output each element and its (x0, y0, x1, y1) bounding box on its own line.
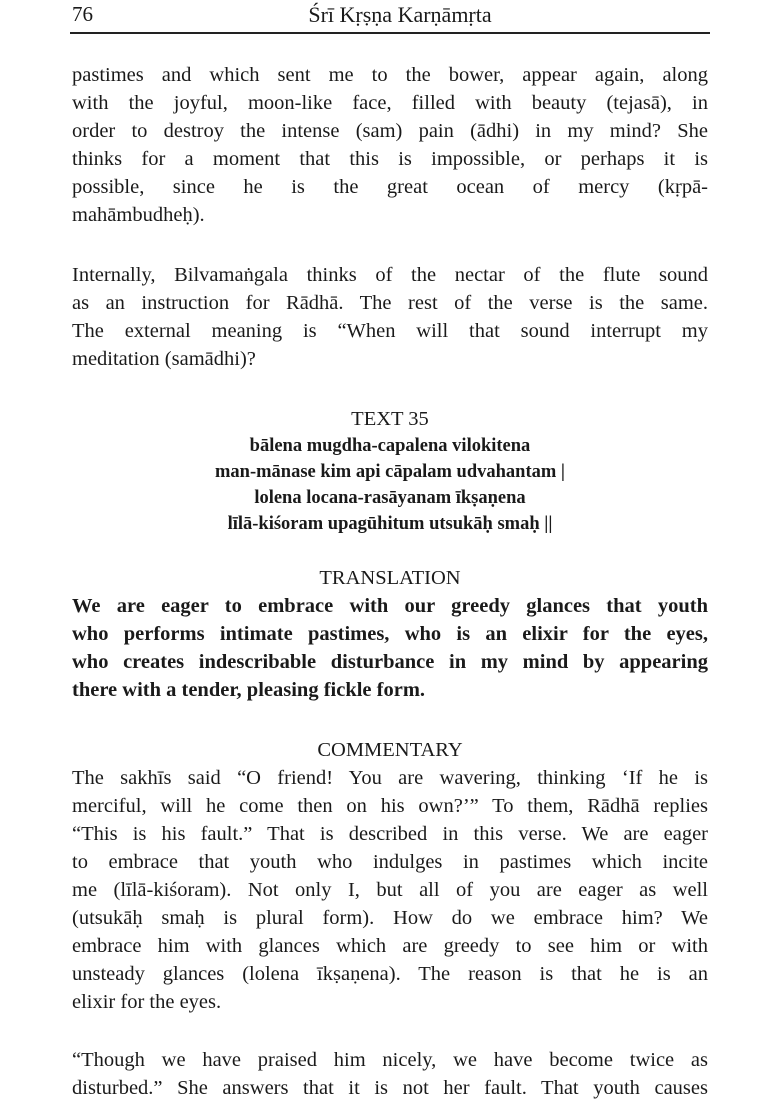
page-number: 76 (72, 2, 93, 26)
text-line: man-mānase kim api cāpalam udvahantam | (215, 462, 565, 482)
verse-section (72, 405, 708, 537)
text-line: to embrace that youth who indulges in pastimes which incite (72, 851, 708, 873)
text-heading: TEXT 35 (351, 408, 429, 430)
paragraph-2 (72, 261, 708, 373)
text-line: there with a tender, pleasing fickle form. (72, 679, 426, 701)
text-line: lolena locana-rasāyanam īkṣaṇena (254, 488, 526, 508)
text-line: me (līlā-kiśoram). Not only I, but all of you are eager as well (72, 879, 708, 901)
text-line: The external meaning is “When will that sound interrupt my (72, 320, 708, 342)
text-line: possible, since he is the great ocean of mercy (kṛpā- (72, 176, 708, 198)
text-line: mahāmbudheḥ). (72, 204, 205, 226)
text-line: who creates indescribable disturbance in my mind by appearing (72, 651, 708, 673)
paragraph-1 (72, 61, 708, 229)
paragraph-last (72, 1046, 708, 1102)
commentary-heading: COMMENTARY (317, 739, 463, 761)
translation-section (72, 564, 708, 704)
text-line: who performs intimate pastimes, who is an elixir for the eyes, (72, 623, 708, 645)
translation-heading: TRANSLATION (319, 567, 461, 589)
text-line: pastimes and which sent me to the bower, appear again, along (72, 64, 708, 86)
text-line: “Though we have praised him nicely, we have become twice as (72, 1049, 708, 1071)
commentary-text (72, 764, 708, 1016)
text-line: līlā-kiśoram upagūhitum utsukāḥ smaḥ || (227, 514, 553, 534)
text-line: unsteady glances (lolena īkṣaṇena). The reason is that he is an (72, 963, 708, 985)
text-line: elixir for the eyes. (72, 991, 222, 1013)
text-line: meditation (samādhi)? (72, 348, 256, 370)
commentary-section (72, 736, 708, 1016)
translation-text (72, 592, 708, 704)
verse-lines (72, 433, 708, 537)
text-line: merciful, will he come then on his own?’” To them, Rādhā replies (72, 795, 708, 817)
text-line: We are eager to embrace with our greedy glances that youth (72, 595, 708, 617)
text-line: embrace him with glances which are greedy to see him or with (72, 935, 708, 957)
text-line: with the joyful, moon-like face, filled with beauty (tejasā), in (72, 92, 708, 114)
text-line: thinks for a moment that this is impossible, or perhaps it is (72, 148, 708, 170)
text-line: Internally, Bilvamaṅgala thinks of the nectar of the flute sound (72, 264, 708, 286)
header-rule (70, 32, 710, 34)
text-line: (utsukāḥ smaḥ is plural form). How do we embrace him? We (72, 907, 708, 929)
running-title: Śrī Kṛṣṇa Karṇāmṛta (308, 2, 492, 27)
text-line: disturbed.” She answers that it is not her fault. That youth causes (72, 1077, 708, 1099)
text-line: order to destroy the intense (sam) pain (ādhi) in my mind? She (72, 120, 708, 142)
text-line: as an instruction for Rādhā. The rest of the verse is the same. (72, 292, 708, 314)
text-line: The sakhīs said “O friend! You are wavering, thinking ‘If he is (72, 767, 708, 789)
text-line: “This is his fault.” That is described in this verse. We are eager (72, 823, 708, 845)
text-line: bālena mugdha-capalena vilokitena (249, 436, 531, 456)
